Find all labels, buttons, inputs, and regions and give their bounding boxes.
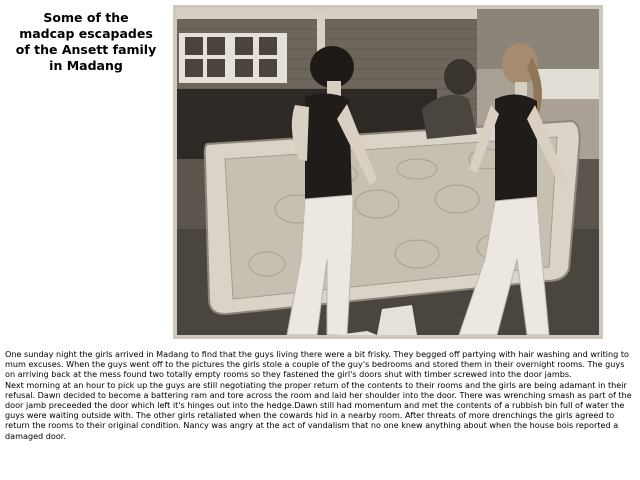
photograph	[173, 5, 603, 339]
page-title	[6, 10, 166, 74]
title-line-2: madcap escapades	[19, 26, 153, 41]
title-line-3: of the Ansett family	[15, 42, 157, 57]
story-paragraph-2: Next morning at an hour to pick up the guys are still negotiating the proper return of the contents to their rooms and the girls are being adamant in their refusal. Dawn decided to become a battering ram and tore across the room and laid her shoulder into the door. There was wrenching smash as part of the door jamb preceeded the door which left it's hinges out into the hedge.Dawn still had momentum and met the contents of a rubbish bin full of water the guys were waiting outside with. The other girls retaliated when the cowards hid in a nearby room. After threats of more drenchings the girls agreed to return the rooms to their original condition. Nancy was angry at the act of vandalism that no one knew anything about when the house bois reported a damaged door.	[5, 379, 632, 441]
title-line-1: Some of the	[43, 10, 129, 25]
photo-mattress-carry	[177, 9, 599, 335]
story-paragraph-1: One sunday night the girls arrived in Madang to find that the guys living there were a bit frisky. They begged off partying with hair washing and writing to mum excuses. When the guys went off to the pictures the girls stole a couple of the guy's bedrooms and stored them in their overnight rooms. The guys on arriving back at the mess found two totally empty rooms so they fastened the girl's doors shut with timber screwed into the door jambs.	[5, 349, 629, 380]
story-text	[5, 349, 635, 441]
title-line-4: in Madang	[49, 58, 123, 73]
